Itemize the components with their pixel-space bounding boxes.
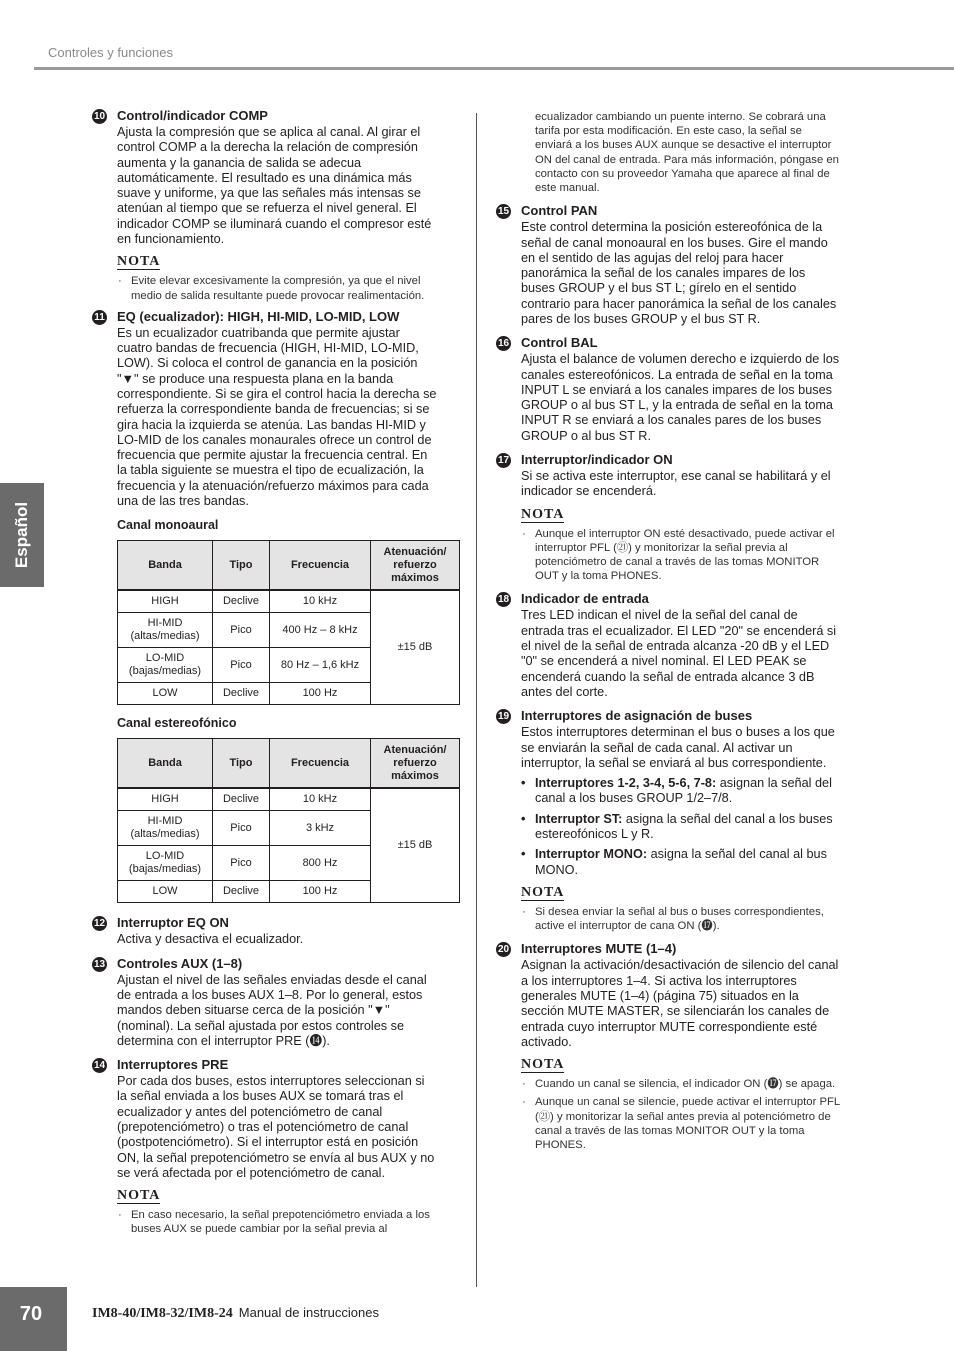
table-cell: Pico <box>213 613 270 648</box>
section-number: 17 <box>497 455 510 467</box>
bullet-item <box>521 776 841 807</box>
table-cell: Declive <box>213 590 270 613</box>
table-cell: Pico <box>213 846 270 881</box>
model-name: IM8-40/IM8-32/IM8-24 <box>92 1306 233 1321</box>
table-cell: LOW <box>118 683 213 705</box>
section-title: Indicador de entrada <box>521 591 649 607</box>
table-cell: 100 Hz <box>270 683 371 705</box>
language-tab-label: Español <box>12 501 31 569</box>
section-number: 18 <box>497 594 510 606</box>
section-number: 12 <box>93 918 106 930</box>
table-header: Atenuación/ refuerzo máximos <box>371 541 460 591</box>
nota-label: NOTA <box>117 254 161 270</box>
header-rule <box>34 67 954 70</box>
nota-item: · Aunque el interruptor ON esté desactivado, puede activar el interruptor PFL (㉑) y monitorizar la señal previa al potenciómetro de canal a través de las tomas MONITOR OUT y la toma PHONES. <box>521 527 841 584</box>
section-body: Ajusta la compresión que se aplica al canal. Al girar el control COMP a la derecha la relación de compresión aumenta y la ganancia de salida se adecua automáticamente. El resultado es una dinámica más suave y uniforme, ya que las señales más intensas se atenúan al tiempo que se refuerza el nivel general. El indicador COMP se iluminará cuando el compresor esté en funcionamiento. <box>117 125 432 247</box>
table-cell: HIGH <box>118 788 213 811</box>
running-header: Controles y funciones <box>48 45 174 60</box>
table-header: Banda <box>118 739 213 789</box>
section-title: Control BAL <box>521 335 598 351</box>
table-cell: LOW <box>118 881 213 903</box>
table-cell: 100 Hz <box>270 881 371 903</box>
nota-item: · Si desea enviar la señal al bus o buses correspondientes, active el interruptor de cana ON (⓱). <box>521 905 841 933</box>
section-body: Estos interruptores determinan el bus o buses a los que se enviarán la señal de cada canal. Al activar un interruptor, la señal se enviará al bus correspondiente. <box>521 725 835 770</box>
section-13 <box>92 956 437 1049</box>
table-cell: HI-MID (altas/medias) <box>118 811 213 846</box>
table-header: Atenuación/ refuerzo máximos <box>371 739 460 789</box>
table-header: Tipo <box>213 739 270 789</box>
page-number-box <box>0 1287 67 1351</box>
language-tab <box>0 483 44 587</box>
section-number: 16 <box>497 338 510 350</box>
section-11 <box>92 308 447 904</box>
table-title: Canal monoaural <box>117 518 219 533</box>
bullet-item <box>521 847 841 878</box>
nota-item: · Evite elevar excesivamente la compresión, ya que el nivel medio de salida resultante puede provocar realimentación. <box>117 274 437 302</box>
table-cell: HIGH <box>118 590 213 613</box>
nota-item: · En caso necesario, la señal prepotenciómetro enviada a los buses AUX se puede cambiar por la señal previa al <box>117 1208 437 1236</box>
section-title: Interruptores MUTE (1–4) <box>521 941 677 957</box>
bullet-term: Interruptor MONO: <box>535 847 648 862</box>
bullet-term: Interruptores 1-2, 3-4, 5-6, 7-8: <box>535 776 717 791</box>
table-cell: 10 kHz <box>270 788 371 811</box>
section-20 <box>496 941 841 1152</box>
section-body: Activa y desactiva el ecualizador. <box>117 932 304 947</box>
eq-table-stereo <box>117 738 460 903</box>
page-number: 70 <box>19 1303 43 1325</box>
table-cell: Pico <box>213 811 270 846</box>
bullet-term: Interruptor ST: <box>535 811 623 826</box>
section-title: EQ (ecualizador): HIGH, HI-MID, LO-MID, LOW <box>117 308 400 324</box>
section-number: 10 <box>93 111 106 122</box>
section-number: 13 <box>93 958 106 970</box>
eq-table-mono <box>117 540 460 705</box>
section-title: Interruptores PRE <box>117 1057 229 1073</box>
section-title: Control/indicador COMP <box>117 108 268 123</box>
section-17 <box>496 452 841 583</box>
bullet-text: asigna la señal del canal al bus MONO. <box>535 847 827 877</box>
nota-item: · Aunque un canal se silencie, puede activar el interruptor PFL (㉑) y monitorizar la señal antes previa al potenciómetro de canal a través de las tomas MONITOR OUT y la toma PHONES. <box>521 1095 841 1152</box>
section-12 <box>92 915 437 947</box>
table-cell: LO-MID (bajas/medias) <box>118 648 213 683</box>
section-number: 11 <box>92 310 107 325</box>
table-cell-gain: ±15 dB <box>371 788 460 903</box>
section-16 <box>496 335 841 444</box>
bullet-text: asignan la señal del canal a los buses GROUP 1/2–7/8. <box>535 776 832 806</box>
section-18 <box>496 591 841 700</box>
table-cell: HI-MID (altas/medias) <box>118 613 213 648</box>
table-header: Banda <box>118 541 213 591</box>
section-title: Interruptores de asignación de buses <box>521 708 753 724</box>
table-cell: 10 kHz <box>270 590 371 613</box>
column-divider <box>476 113 477 1287</box>
section-body: Si se activa este interruptor, ese canal se habilitará y el indicador se encenderá. <box>521 469 831 499</box>
table-cell: Declive <box>213 881 270 903</box>
section-body: Este control determina la posición estereofónica de la señal de canal monoaural en los buses. Gire el mando en el sentido de las agujas del reloj para hacer panorámica la señal de los canales impares de los buses GROUP y el bus ST L; gírelo en el sentido contrario para hacer panorámica la señal de los canales pares de los buses GROUP y el bus ST R. <box>521 220 837 326</box>
section-body: Tres LED indican el nivel de la señal del canal de entrada tras el ecualizador. El LED "20" se encenderá si el nivel de la señal de entrada alcanza -20 dB y el LED "0" se encenderá a nivel nominal. El LED PEAK se encenderá cuando la señal de entrada alcance 3 dB antes del corte. <box>521 608 837 699</box>
section-19 <box>496 708 841 933</box>
table-title: Canal estereofónico <box>117 716 237 731</box>
section-body: Por cada dos buses, estos interruptores seleccionan si la señal enviada a los buses AUX se tomará tras el ecualizador y antes del potenciómetro de canal (prepotenciómetro) o tras el potenciómetro de canal (postpotenciómetro). Si el interruptor está en posición ON, la señal prepotenciómetro se envía al bus AUX y no se verá afectada por el potenciómetro de canal. <box>117 1074 435 1180</box>
section-number: 19 <box>497 711 510 723</box>
bullet-item <box>521 812 841 843</box>
section-body: Asignan la activación/desactivación de silencio del canal a los interruptores 1–4. Si activa los interruptores generales MUTE (1–4) (página 75) situados en la sección MUTE MASTER, se silenciarán los canales de entrada cuyo interruptor MUTE correspondiente esté activado. <box>521 958 839 1049</box>
table-cell: Pico <box>213 648 270 683</box>
section-title: Interruptor EQ ON <box>117 915 229 931</box>
section-number: 20 <box>497 944 510 956</box>
table-cell: Declive <box>213 788 270 811</box>
section-title: Interruptor/indicador ON <box>521 452 673 468</box>
section-body: Es un ecualizador cuatribanda que permite ajustar cuatro bandas de frecuencia (HIGH, HI-MID, LO-MID, LOW). Si coloca el control de ganancia en la posición "▼" se produce una respuesta plana en la banda correspondiente. Si se gira el control hacia la derecha se refuerza la correspondiente banda de frecuencias; si se gira hacia la izquierda se atenúa. Las bandas HI-MID y LO-MID de los canales monaurales ofrece un control de frecuencia que permite ajustar la frecuencia central. En la tabla siguiente se muestra el tipo de ecualización, la frecuencia y la atenuación/refuerzo máximos para cada una de las tres bandas. <box>117 325 437 509</box>
section-title: Controles AUX (1–8) <box>117 955 243 971</box>
section-10 <box>92 108 437 303</box>
table-cell: 400 Hz – 8 kHz <box>270 613 371 648</box>
section-15 <box>496 203 841 327</box>
table-cell: LO-MID (bajas/medias) <box>118 846 213 881</box>
table-row <box>118 788 460 811</box>
section-number: 15 <box>497 206 510 218</box>
section-body: Ajusta el balance de volumen derecho e izquierdo de los canales estereofónicos. La entrada de señal en la toma INPUT L se enviará a los canales impares de los buses GROUP o al bus ST L, y la entrada de señal en la toma INPUT R se enviará a los canales pares de los buses GROUP o al bus ST R. <box>521 352 840 443</box>
section-title: Control PAN <box>521 203 598 219</box>
continued-note: ecualizador cambiando un puente interno. Se cobrará una tarifa por esta modificación. En este caso, la señal se enviará a los buses AUX aunque se desactive el interruptor ON del canal de entrada. Para más información, póngase en contacto con su proveedor Yamaha que aparece al final de este manual. <box>535 111 839 195</box>
table-cell: 80 Hz – 1,6 kHz <box>270 648 371 683</box>
section-body: Ajustan el nivel de las señales enviadas desde el canal de entrada a los buses AUX 1–8. Por lo general, estos mandos deben situarse cerca de la posición "▼" (nominal). La señal ajustada por estos controles se determina con el interruptor PRE (⓮). <box>117 972 427 1048</box>
table-cell-gain: ±15 dB <box>371 590 460 705</box>
table-header: Frecuencia <box>270 541 371 591</box>
footer <box>92 1305 379 1322</box>
section-14 <box>92 1057 437 1236</box>
table-header: Tipo <box>213 541 270 591</box>
nota-label: NOTA <box>117 1188 161 1204</box>
nota-label: NOTA <box>521 884 565 900</box>
section-number: 14 <box>93 1060 106 1072</box>
table-cell: Declive <box>213 683 270 705</box>
left-column <box>92 108 447 1243</box>
table-cell: 800 Hz <box>270 846 371 881</box>
table-row <box>118 590 460 613</box>
bullet-text: asigna la señal del canal a los buses estereofónicos L y R. <box>535 811 833 842</box>
nota-item: · Cuando un canal se silencia, el indicador ON (⓱) se apaga. <box>521 1077 841 1091</box>
nota-label: NOTA <box>521 1057 565 1073</box>
table-cell: 3 kHz <box>270 811 371 846</box>
manual-title: Manual de instrucciones <box>238 1305 379 1320</box>
right-column <box>496 108 841 1158</box>
nota-label: NOTA <box>521 506 565 522</box>
table-header: Frecuencia <box>270 739 371 789</box>
